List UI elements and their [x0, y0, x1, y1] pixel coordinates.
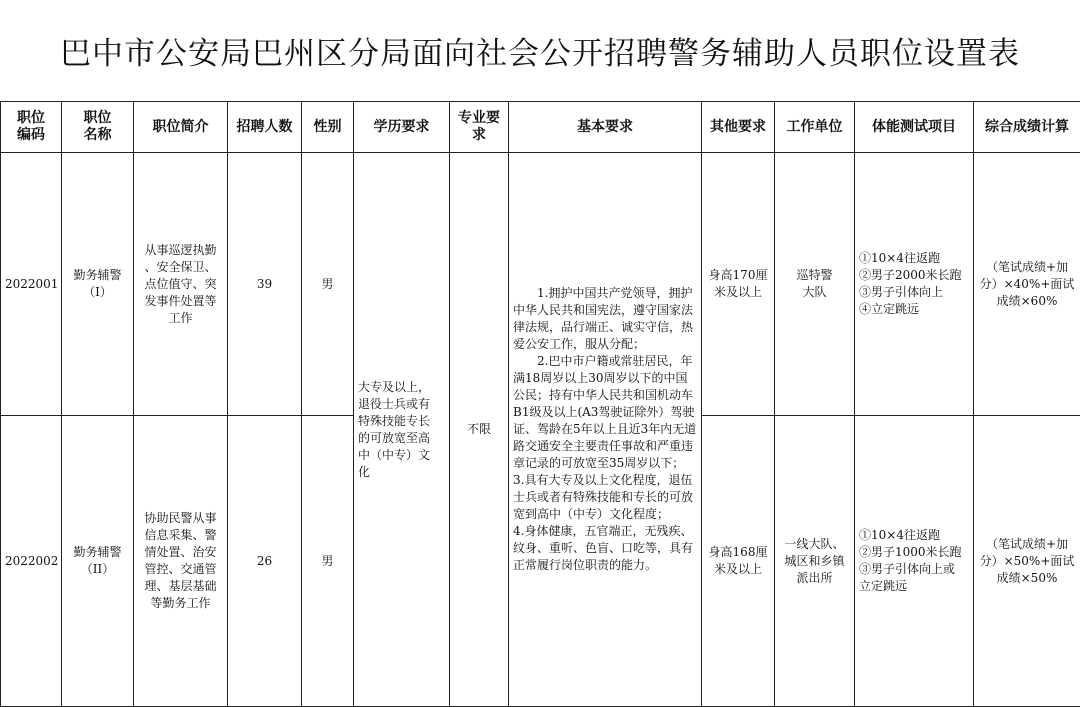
position-intro: 协助民警从事 信息采集、警 情处置、治安 管控、交通管 理、基层基础 等勤务工作	[134, 416, 228, 707]
header-gender: 性别	[302, 102, 354, 153]
position-name: 勤务辅警 （II）	[62, 416, 134, 707]
header-code: 职位 编码	[1, 102, 62, 153]
education-requirement: 大专及以上， 退役士兵或有 特殊技能专长 的可放宽至高 中（中专）文 化	[354, 153, 450, 707]
position-intro: 从事巡逻执勤 、安全保卫、 点位值守、突 发事件处置等 工作	[134, 153, 228, 416]
gender: 男	[302, 416, 354, 707]
hiring-count: 39	[228, 153, 302, 416]
header-name: 职位 名称	[62, 102, 134, 153]
fitness-test-items: ①10×4往返跑 ②男子2000米长跑 ③男子引体向上 ④立定跳远	[855, 153, 974, 416]
fitness-test-items: ①10×4往返跑 ②男子1000米长跑 ③男子引体向上或 立定跳远	[855, 416, 974, 707]
header-other: 其他要求	[702, 102, 775, 153]
header-count: 招聘人数	[228, 102, 302, 153]
table-row	[1, 153, 1080, 416]
header-row	[1, 102, 1080, 153]
position-code: 2022001	[1, 153, 62, 416]
basic-requirement-2: 2.巴中市户籍或常驻居民，年满18周岁以上30周岁以下的中国公民；持有中华人民共和国机动车B1级及以上(A3驾驶证除外）驾驶证、驾龄在5年以上且近3年内无道路交通安全主要责任事故和严重违章记录的可放宽至35周岁以下；	[513, 354, 697, 470]
basic-requirement-4: 4.身体健康，五官端正，无残疾、纹身、重听、色盲、口吃等，具有正常履行岗位职责的能力。	[513, 524, 694, 572]
header-education: 学历要求	[354, 102, 450, 153]
header-unit: 工作单位	[775, 102, 855, 153]
header-fitness: 体能测试项目	[855, 102, 974, 153]
score-calculation: （笔试成绩+加 分）×40%+面试 成绩×60%	[974, 153, 1080, 416]
page-title: 巴中市公安局巴州区分局面向社会公开招聘警务辅助人员职位设置表	[60, 36, 1020, 72]
other-requirement: 身高170厘 米及以上	[702, 153, 775, 416]
hiring-count: 26	[228, 416, 302, 707]
major-requirement: 不限	[450, 153, 509, 707]
basic-requirement-3: 3.具有大专及以上文化程度，退伍士兵或者有特殊技能和专长的可放宽到高中（中专）文化程度；	[513, 473, 694, 521]
basic-requirements	[509, 153, 702, 707]
header-score: 综合成绩计算	[974, 102, 1080, 153]
other-requirement: 身高168厘 米及以上	[702, 416, 775, 707]
position-code: 2022002	[1, 416, 62, 707]
score-calculation: （笔试成绩+加 分）×50%+面试 成绩×50%	[974, 416, 1080, 707]
header-basic: 基本要求	[509, 102, 702, 153]
position-name: 勤务辅警 （I）	[62, 153, 134, 416]
header-intro: 职位简介	[134, 102, 228, 153]
basic-requirement-1: 1.拥护中国共产党领导，拥护中华人民共和国宪法，遵守国家法律法规，品行端正、诚实守信，热爱公安工作，服从分配；	[513, 286, 694, 351]
gender: 男	[302, 153, 354, 416]
work-unit: 一线大队、 城区和乡镇 派出所	[775, 416, 855, 707]
position-table	[0, 101, 1080, 707]
work-unit: 巡特警 大队	[775, 153, 855, 416]
header-major: 专业要 求	[450, 102, 509, 153]
